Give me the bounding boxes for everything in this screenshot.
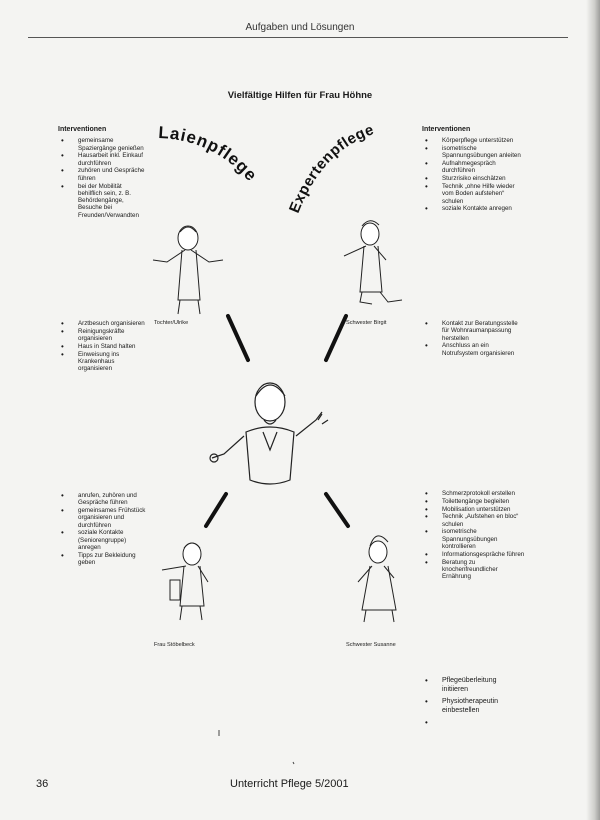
list-item: • Kontakt zur Beratungsstelle für Wohnraumanpassung herstellen <box>422 320 522 342</box>
mid-right-interventions <box>422 320 522 357</box>
list-item: • Aufnahmegespräch durchführen <box>422 160 522 175</box>
bottom-left-interventions <box>58 492 150 567</box>
list-item: • Toilettengänge begleiten <box>422 498 526 505</box>
list-item: • Körperpflege unterstützen <box>422 137 522 144</box>
list-item: • Einweisung ins Krankenhaus organisieren <box>58 351 148 373</box>
arc-label-expert-care: Expertenpflege <box>285 121 377 216</box>
list-item: • anrufen, zuhören und Gespräche führen <box>58 492 150 507</box>
extra-right-interventions <box>422 677 522 719</box>
list-item: • gemeinsames Frühstück organisieren und durchführen <box>58 507 150 529</box>
list-item: • Tipps zur Bekleidung geben <box>58 552 150 567</box>
list-item: • Mobilisation unterstützen <box>422 506 526 513</box>
caption-nurse-bottom: Schwester Susanne <box>346 642 396 648</box>
connector-top-left <box>228 316 248 360</box>
top-left-interventions <box>58 126 146 220</box>
bottom-right-interventions <box>422 490 526 581</box>
connector-bottom-left <box>206 494 226 526</box>
list-item: • Anschluss an ein Notrufsystem organisieren <box>422 342 522 357</box>
list-item: • Reinigungskräfte organisieren <box>58 328 148 343</box>
top-left-heading: Interventionen <box>58 126 107 133</box>
list-item: • Arztbesuch organisieren <box>58 320 148 327</box>
page-number: 36 <box>36 778 49 790</box>
list-item: • zuhören und Gespräche führen <box>58 167 146 182</box>
page-title: Vielfältige Hilfen für Frau Höhne <box>227 90 373 101</box>
connector-bottom-right <box>326 494 348 526</box>
list-item: • gemeinsame Spaziergänge genießen <box>58 137 146 152</box>
list-item: • soziale Kontakte (Seniorengruppe) anregen <box>58 529 150 551</box>
list-item: • Beratung zu knochenfreundlicher Ernährung <box>422 559 526 581</box>
list-item: • Technik „ohne Hilfe wieder vom Boden aufstehen“ schulen <box>422 183 522 205</box>
top-right-interventions <box>422 126 522 213</box>
list-item: • Sturzrisiko einschätzen <box>422 175 522 182</box>
top-right-heading: Interventionen <box>422 126 471 133</box>
mid-left-interventions <box>58 320 148 373</box>
journal-footer: Unterricht Pflege 5/2001 <box>230 778 349 790</box>
nurse-top-figure <box>344 221 402 304</box>
list-item: • bei der Mobilität behilflich sein, z. B. Behördengänge, Besuche bei Freunden/Verwandten <box>58 183 146 219</box>
list-item: • Informationsgespräche führen <box>422 551 526 558</box>
daughter-figure <box>153 226 223 314</box>
scan-marks <box>219 730 294 764</box>
list-item: • Physiotherapeutin einbestellen <box>422 698 522 715</box>
nurse-bottom-figure <box>358 536 396 622</box>
list-item: • Haus in Stand halten <box>58 343 148 350</box>
list-item: • isometrische Spannungsübungen anleiten <box>422 145 522 160</box>
list-item: • Pflegeüberleitung initiieren <box>422 677 522 694</box>
list-item: • Hausarbeit inkl. Einkauf durchführen <box>58 152 146 167</box>
neighbor-figure <box>162 543 208 620</box>
arc-label-lay-care: Laienpflege <box>157 122 262 186</box>
svg-text:Laienpflege <box>158 123 261 185</box>
list-item: • Technik „Aufstehen en bloc“ schulen <box>422 513 526 528</box>
running-head: Aufgaben und Lösungen <box>245 22 355 33</box>
caption-nurse-top: Schwester Birgit <box>346 320 387 326</box>
caption-neighbor: Frau Stöbelbeck <box>154 642 195 648</box>
caption-daughter: Tochter/Ulrike <box>154 320 189 326</box>
list-item: • soziale Kontakte anregen <box>422 205 522 212</box>
list-item: • isometrische Spannungsübungen kontrollieren <box>422 528 526 550</box>
patient-figure <box>210 383 328 484</box>
svg-text:Expertenpflege <box>286 121 376 215</box>
list-item: • Schmerzprotokoll erstellen <box>422 490 526 497</box>
connector-top-right <box>326 316 346 360</box>
